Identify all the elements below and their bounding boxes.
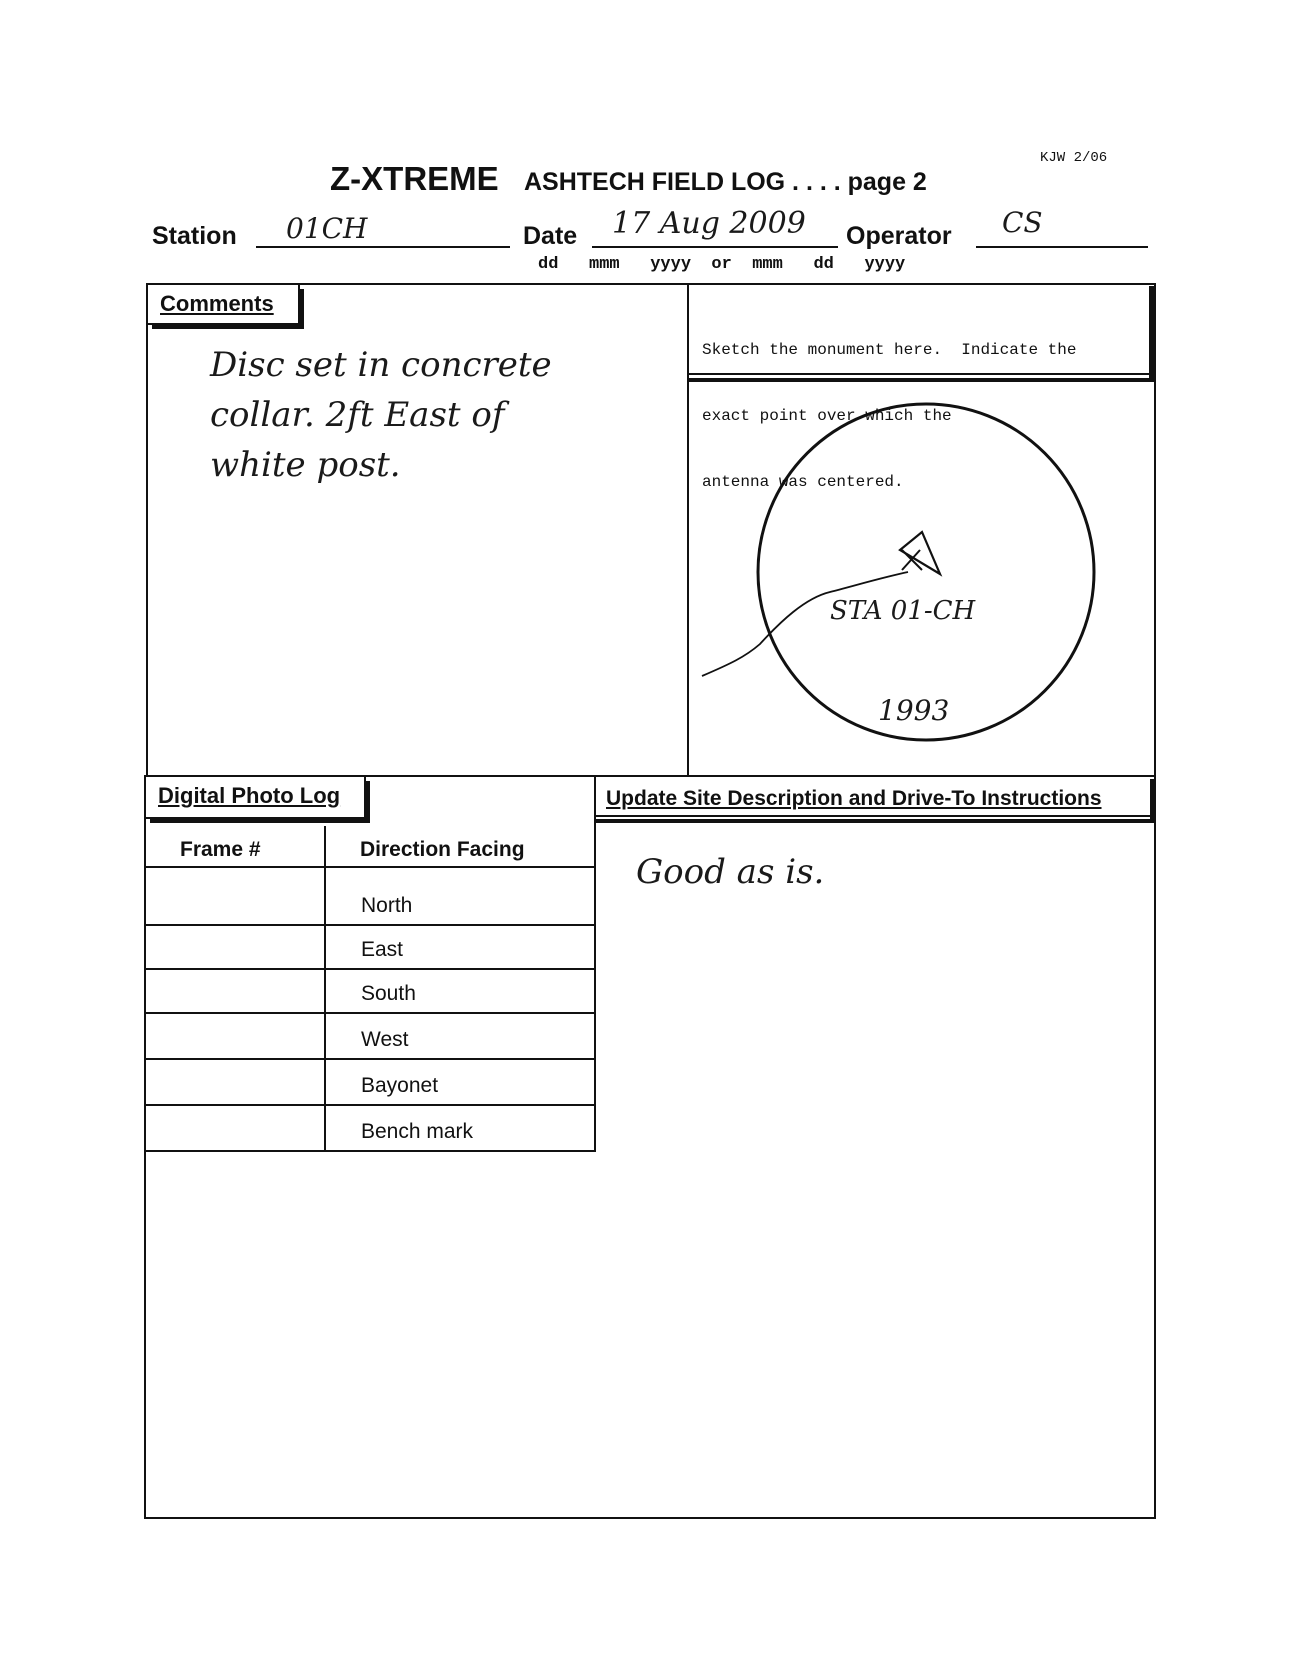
direction-column-header: Direction Facing: [360, 838, 525, 861]
update-header-underline: [596, 815, 1152, 817]
photo-log-label: [146, 777, 366, 819]
form-title: ASHTECH FIELD LOG . . . . page 2: [524, 168, 927, 196]
operator-value[interactable]: CS: [1002, 206, 1043, 239]
station-underline: [256, 246, 510, 248]
frame-column-header: Frame #: [180, 838, 261, 861]
comments-text[interactable]: [210, 340, 670, 490]
table-row[interactable]: [146, 926, 596, 970]
operator-label: Operator: [846, 222, 952, 250]
station-label: Station: [152, 222, 237, 250]
update-description-text[interactable]: Good as is.: [636, 852, 825, 892]
direction-cell: North: [361, 894, 413, 917]
update-description-label: Update Site Description and Drive-To Instructions: [606, 787, 1102, 810]
direction-cell: West: [361, 1028, 409, 1051]
sketch-header-side-shadow: [1149, 286, 1154, 380]
table-row[interactable]: [146, 1060, 596, 1106]
table-row[interactable]: [146, 1014, 596, 1060]
direction-cell: Bayonet: [361, 1074, 439, 1097]
operator-underline: [976, 246, 1148, 248]
station-value[interactable]: 01CH: [286, 212, 368, 245]
direction-cell: East: [361, 938, 404, 961]
sketch-instruction-line: Sketch the monument here. Indicate the: [702, 341, 1077, 359]
table-row[interactable]: [146, 868, 596, 926]
direction-cell: South: [361, 982, 416, 1005]
comments-line: white post.: [210, 445, 401, 485]
comments-line: Disc set in concrete: [210, 345, 552, 385]
comments-label: [148, 285, 300, 325]
comments-line: collar. 2ft East of: [210, 395, 505, 435]
monument-disc-outline: [758, 404, 1094, 740]
photo-log-label-text: Digital Photo Log: [158, 783, 341, 808]
sketch-header-underline: [689, 373, 1151, 375]
comments-label-text: Comments: [160, 291, 274, 316]
date-label: Date: [523, 222, 578, 250]
sketch-instruction-line: antenna was centered.: [702, 473, 904, 491]
version-tag: KJW 2/06: [1040, 150, 1108, 166]
date-value[interactable]: 17 Aug 2009: [612, 206, 806, 241]
table-row[interactable]: [146, 970, 596, 1014]
sketch-station-label: STA 01-CH: [830, 596, 976, 626]
form-title-brand: Z-XTREME: [330, 160, 499, 197]
table-row[interactable]: [146, 1106, 596, 1152]
date-format-hint: dd mmm yyyy or mmm dd yyyy: [538, 255, 906, 274]
sketch-year-label: 1993: [878, 694, 950, 727]
update-header-shadow: [596, 819, 1154, 823]
update-header-side-shadow: [1150, 779, 1154, 823]
top-section-divider: [687, 283, 689, 777]
direction-cell: Bench mark: [361, 1120, 474, 1143]
sketch-instruction-line: exact point over which the: [702, 407, 952, 425]
date-underline: [592, 246, 838, 248]
center-point-mark: [902, 550, 922, 570]
